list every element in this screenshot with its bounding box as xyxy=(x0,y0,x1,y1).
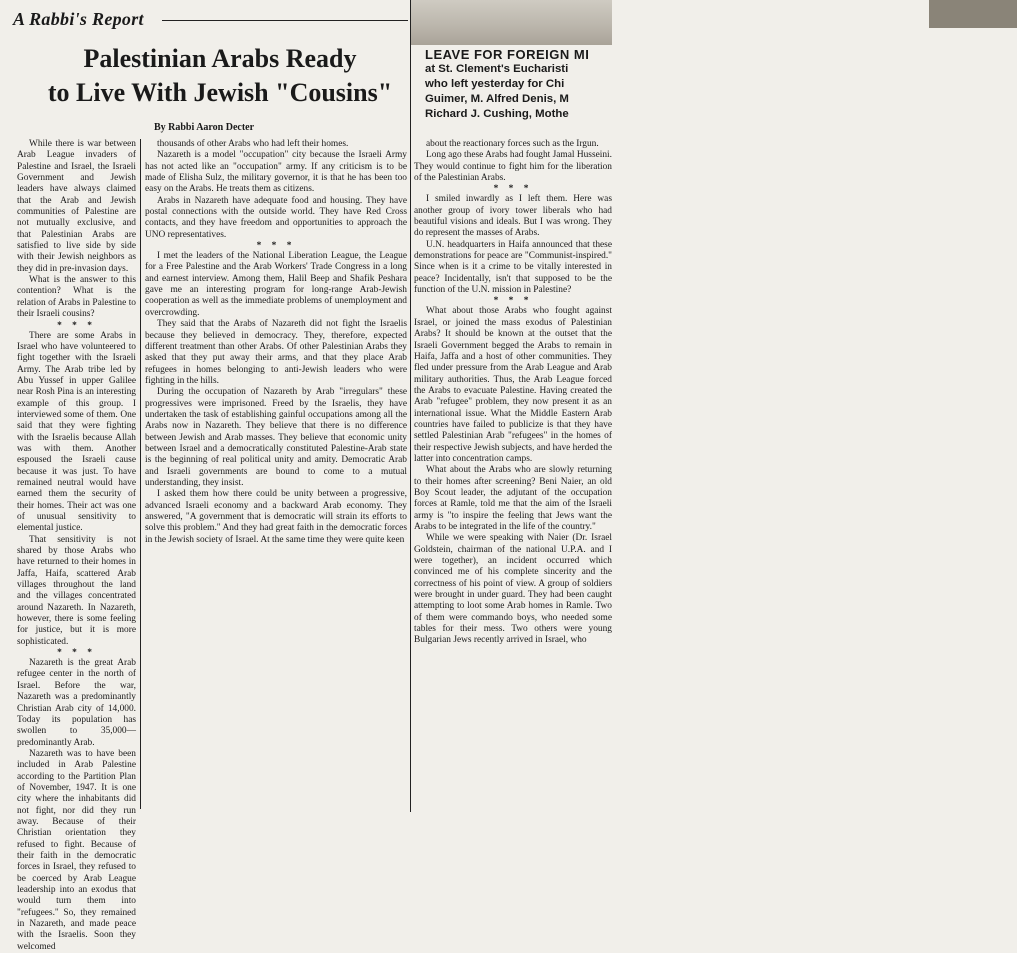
photo xyxy=(411,0,612,45)
paragraph: I smiled inwardly as I left them. Here was another group of ivory tower liberals who had beautiful visions and ideals. But I was wrong. They do represent the masses of Arabs. xyxy=(414,194,612,239)
section-break: * * * xyxy=(256,241,296,252)
section-break: * * * xyxy=(493,296,533,307)
paragraph: I met the leaders of the National Liberation League, the League for a Free Palestine and the Arab Workers' Trade Congress in a long and earnest interview. Among them, Halil Beep and Shafik Peshara gave me an interesting program for long-range Arab-Jewish cooperation as well as the immediate problems of unemployment and overcrowding. xyxy=(145,251,407,318)
paragraph: What is the answer to this contention? What is the relation of Arabs in Palestine to their Israeli cousins? xyxy=(17,275,136,320)
article-column-3 xyxy=(414,139,612,809)
caption-line: LEAVE FOR FOREIGN MI xyxy=(425,47,590,62)
byline: By Rabbi Aaron Decter xyxy=(153,122,255,133)
paragraph: Arabs in Nazareth have adequate food and housing. They have postal connections with the outside world. They have Red Cross contacts, and they have freedom and opportunities to approach the UNO representatives. xyxy=(145,195,407,240)
section-break: * * * xyxy=(493,184,533,195)
paragraph: They said that the Arabs of Nazareth did not fight the Israelis because they believed in democracy. They, therefore, expected different treatment than other Arabs. Of other Palestinian Arabs they asked that they put away their arms, and that they place Arab refugees in homes belonging to anti-Jewish leaders who were fighting in the hills. xyxy=(145,319,407,386)
paragraph: Nazareth is the great Arab refugee center in the north of Israel. Before the war, Nazareth was a predominantly Christian Arab city of 14,000. Today its population has swollen to 35,000—predominantly Arab. xyxy=(17,658,136,748)
headline xyxy=(30,42,410,110)
paragraph: While there is war between Arab League invaders of Palestine and Israel, the Israeli Government and Jewish leaders have always claimed that the Arab and Jewish communities of Palestine are not mutually exclusive, and that Palestinian Arabs are satisfied to live side by side with their Jewish neighbors as they did in pre-invasion days. xyxy=(17,139,136,274)
photo-detail xyxy=(929,0,1017,28)
column-rule xyxy=(410,0,411,812)
kicker-rule xyxy=(162,20,408,21)
section-break: * * * xyxy=(57,648,96,659)
photo-caption xyxy=(425,47,612,122)
headline-line: Palestinian Arabs Ready xyxy=(83,44,357,73)
headline-line: to Live With Jewish "Cousins" xyxy=(47,78,393,107)
paragraph: While we were speaking with Naier (Dr. Israel Goldstein, chairman of the national U.P.A. and I were together), an incident occurred which convinced me of his complete sincerity and the correctness of his point of view. A group of soldiers were brought in under guard. They had been caught attempting to loot some Arab homes in Ramle. Two of them were commando boys, who needed some tables for their mess. Two others were young Bulgarian Jews recently arrived in Israel, who xyxy=(414,533,612,646)
kicker-label: A Rabbi's Report xyxy=(13,9,144,29)
caption-line: at St. Clement's Eucharisti xyxy=(425,63,569,75)
paragraph: Nazareth is a model "occupation" city because the Israeli Army has not acted like an "occupation" army. If any criticism is to be made of Elisha Sulz, the military governor, it is that he has been too easy on the Arabs. He treats them as citizens. xyxy=(145,150,407,195)
paragraph: What about the Arabs who are slowly returning to their homes after screening? Beni Naier, an old Boy Scout leader, the adjutant of the occupation forces at Ramle, told me that the aim of the Israeli army is "to inspire the feeling that Jews want the Arabs to be integrated in the life of the country." xyxy=(414,465,612,532)
paragraph: U.N. headquarters in Haifa announced that these demonstrations for peace are "Communist-inspired." Since when is it a crime to be vitally interested in peace? Incidentally, isn't that supposed to be the function of the U.N. mission in Palestine? xyxy=(414,239,612,296)
caption-line: who left yesterday for Chi xyxy=(425,78,565,90)
paragraph: That sensitivity is not shared by those Arabs who have returned to their homes in Jaffa, Haifa, scattered Arab villages throughout the land and the villages concentrated around Nazareth. In Nazareth, however, there is some feeling for justice, but it is more sophisticated. xyxy=(17,534,136,647)
caption-line: Guimer, M. Alfred Denis, M xyxy=(425,93,569,105)
caption-line: Richard J. Cushing, Mothe xyxy=(425,108,569,120)
column-rule xyxy=(140,139,141,809)
paragraph: Long ago these Arabs had fought Jamal Husseini. They would continue to fight him for the liberation of the Palestinian Arabs. xyxy=(414,150,612,184)
section-break: * * * xyxy=(57,320,96,331)
paragraph: What about those Arabs who fought against Israel, or joined the mass exodus of Palestinian Arabs? It should be known at the outset that the Israeli Government begged the Arabs to remain in Haifa, Jaffa and a host of other communities. They fled under pressure from the Arab League and Arab military authorities. Thus, the Arab League forced the Arabs to evacuate Palestine. Having created the Arab "refugee" problem, they now present it as an international issue. What the Middle Eastern Arab countries have failed to publicize is that they have settled Palestinian Arab "refugees" in the homes of their respective Jewish subjects, and have herded the latter into concentration camps. xyxy=(414,306,612,464)
paragraph: Nazareth was to have been included in Arab Palestine according to the Partition Plan of November, 1947. It is one city where the inhabitants did not fight, nor did they run away. Because of their Christian orientation they refused to fight. Because of their faith in the democratic forces in Israel, they refused to be coerced by Arab League leadership into an exodus that would turn them into "refugees." So, they remained in Nazareth, and made peace with the Israelis. Soon they welcomed xyxy=(17,748,136,952)
paragraph: During the occupation of Nazareth by Arab "irregulars" these progressives were imprisoned. Freed by the Israelis, they have undertaken the task of establishing gainful occupations among all the Arabs now in Nazareth. They believe that there is no difference between Jewish and Arab masses. They believe that economic unity between Israel and a democratically constituted Palestine-Arab state is the beginning of real political unity and amity. Democratic Arab and Israeli governments are bound to come to a mutual understanding, they insist. xyxy=(145,387,407,488)
article-column-2 xyxy=(145,139,407,809)
paragraph: There are some Arabs in Israel who have volunteered to fight together with the Israeli Army. The Arab tribe led by Abu Yussef in upper Galilee near Rosh Pina is an interesting example of this group. I interviewed some of them. One said that they were fighting with the Israelis because Allah was with them. Another espoused the Israeli cause because it was just. To have remained neutral would have earned them the security of their homes. Their act was one of unusual sensitivity to elemental justice. xyxy=(17,330,136,534)
article-column-1 xyxy=(17,139,136,952)
paragraph: I asked them how there could be unity between a progressive, advanced Israeli economy and a backward Arab economy. They answered, "A government that is democratic will strain its efforts to solve this problem." And they had great faith in the democratic forces in the Jewish society of Israel. At the same time they were quite keen xyxy=(145,489,407,545)
paragraph: thousands of other Arabs who had left their homes. xyxy=(157,139,349,149)
paragraph: about the reactionary forces such as the Irgun. xyxy=(426,139,599,149)
